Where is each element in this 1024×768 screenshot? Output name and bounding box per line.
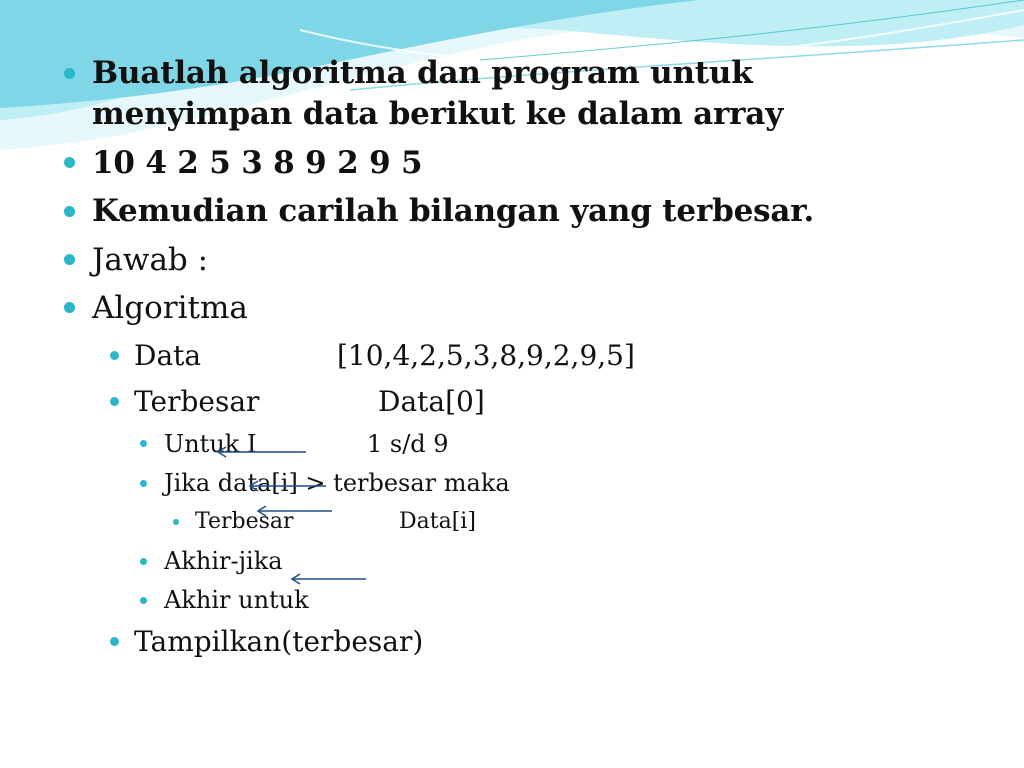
bullet-dot — [110, 351, 119, 360]
bullet-dot — [110, 397, 119, 406]
bullet-dot — [64, 157, 75, 168]
algo-jika-condition: Jika data[i] > terbesar maka — [164, 469, 510, 497]
bullet-1-line-2: menyimpan data berikut ke dalam array — [92, 96, 784, 132]
bullet-dot — [64, 68, 75, 79]
bullet-dot — [64, 254, 75, 265]
algo-untuk-value: 1 s/d 9 — [367, 430, 449, 458]
algo-akhir-jika: Akhir-jika — [164, 547, 283, 575]
algo-tampilkan: Tampilkan(terbesar) — [134, 625, 424, 658]
bullet-dot — [64, 206, 75, 217]
algo-data-value: [10,4,2,5,3,8,9,2,9,5] — [337, 339, 635, 372]
bullet-dot — [140, 558, 147, 565]
bullet-dot — [110, 637, 119, 646]
bullet-1-line-1: Buatlah algoritma dan program untuk — [92, 55, 753, 91]
algo-terbesar-label: Terbesar — [134, 385, 260, 418]
algo-akhir-untuk: Akhir untuk — [164, 586, 309, 614]
algo-data-label: Data — [134, 339, 202, 372]
bullet-2-numbers: 10 4 2 5 3 8 9 2 9 5 — [92, 145, 423, 181]
bullet-4-jawab: Jawab : — [92, 242, 209, 278]
bullet-5-algoritma: Algoritma — [92, 290, 248, 326]
bullet-dot — [140, 597, 147, 604]
algo-terbesar-value: Data[0] — [378, 385, 485, 418]
algo-inner-terbesar-value: Data[i] — [399, 509, 476, 534]
bullet-dot — [140, 440, 147, 447]
bullet-dot — [140, 480, 147, 487]
bullet-dot — [173, 519, 179, 525]
algo-inner-terbesar-label: Terbesar — [195, 509, 294, 534]
arrow-left-icon — [292, 574, 366, 584]
bullet-dot — [64, 302, 75, 313]
bullet-3-task: Kemudian carilah bilangan yang terbesar. — [92, 193, 815, 229]
algo-untuk-label: Untuk I — [164, 430, 257, 458]
